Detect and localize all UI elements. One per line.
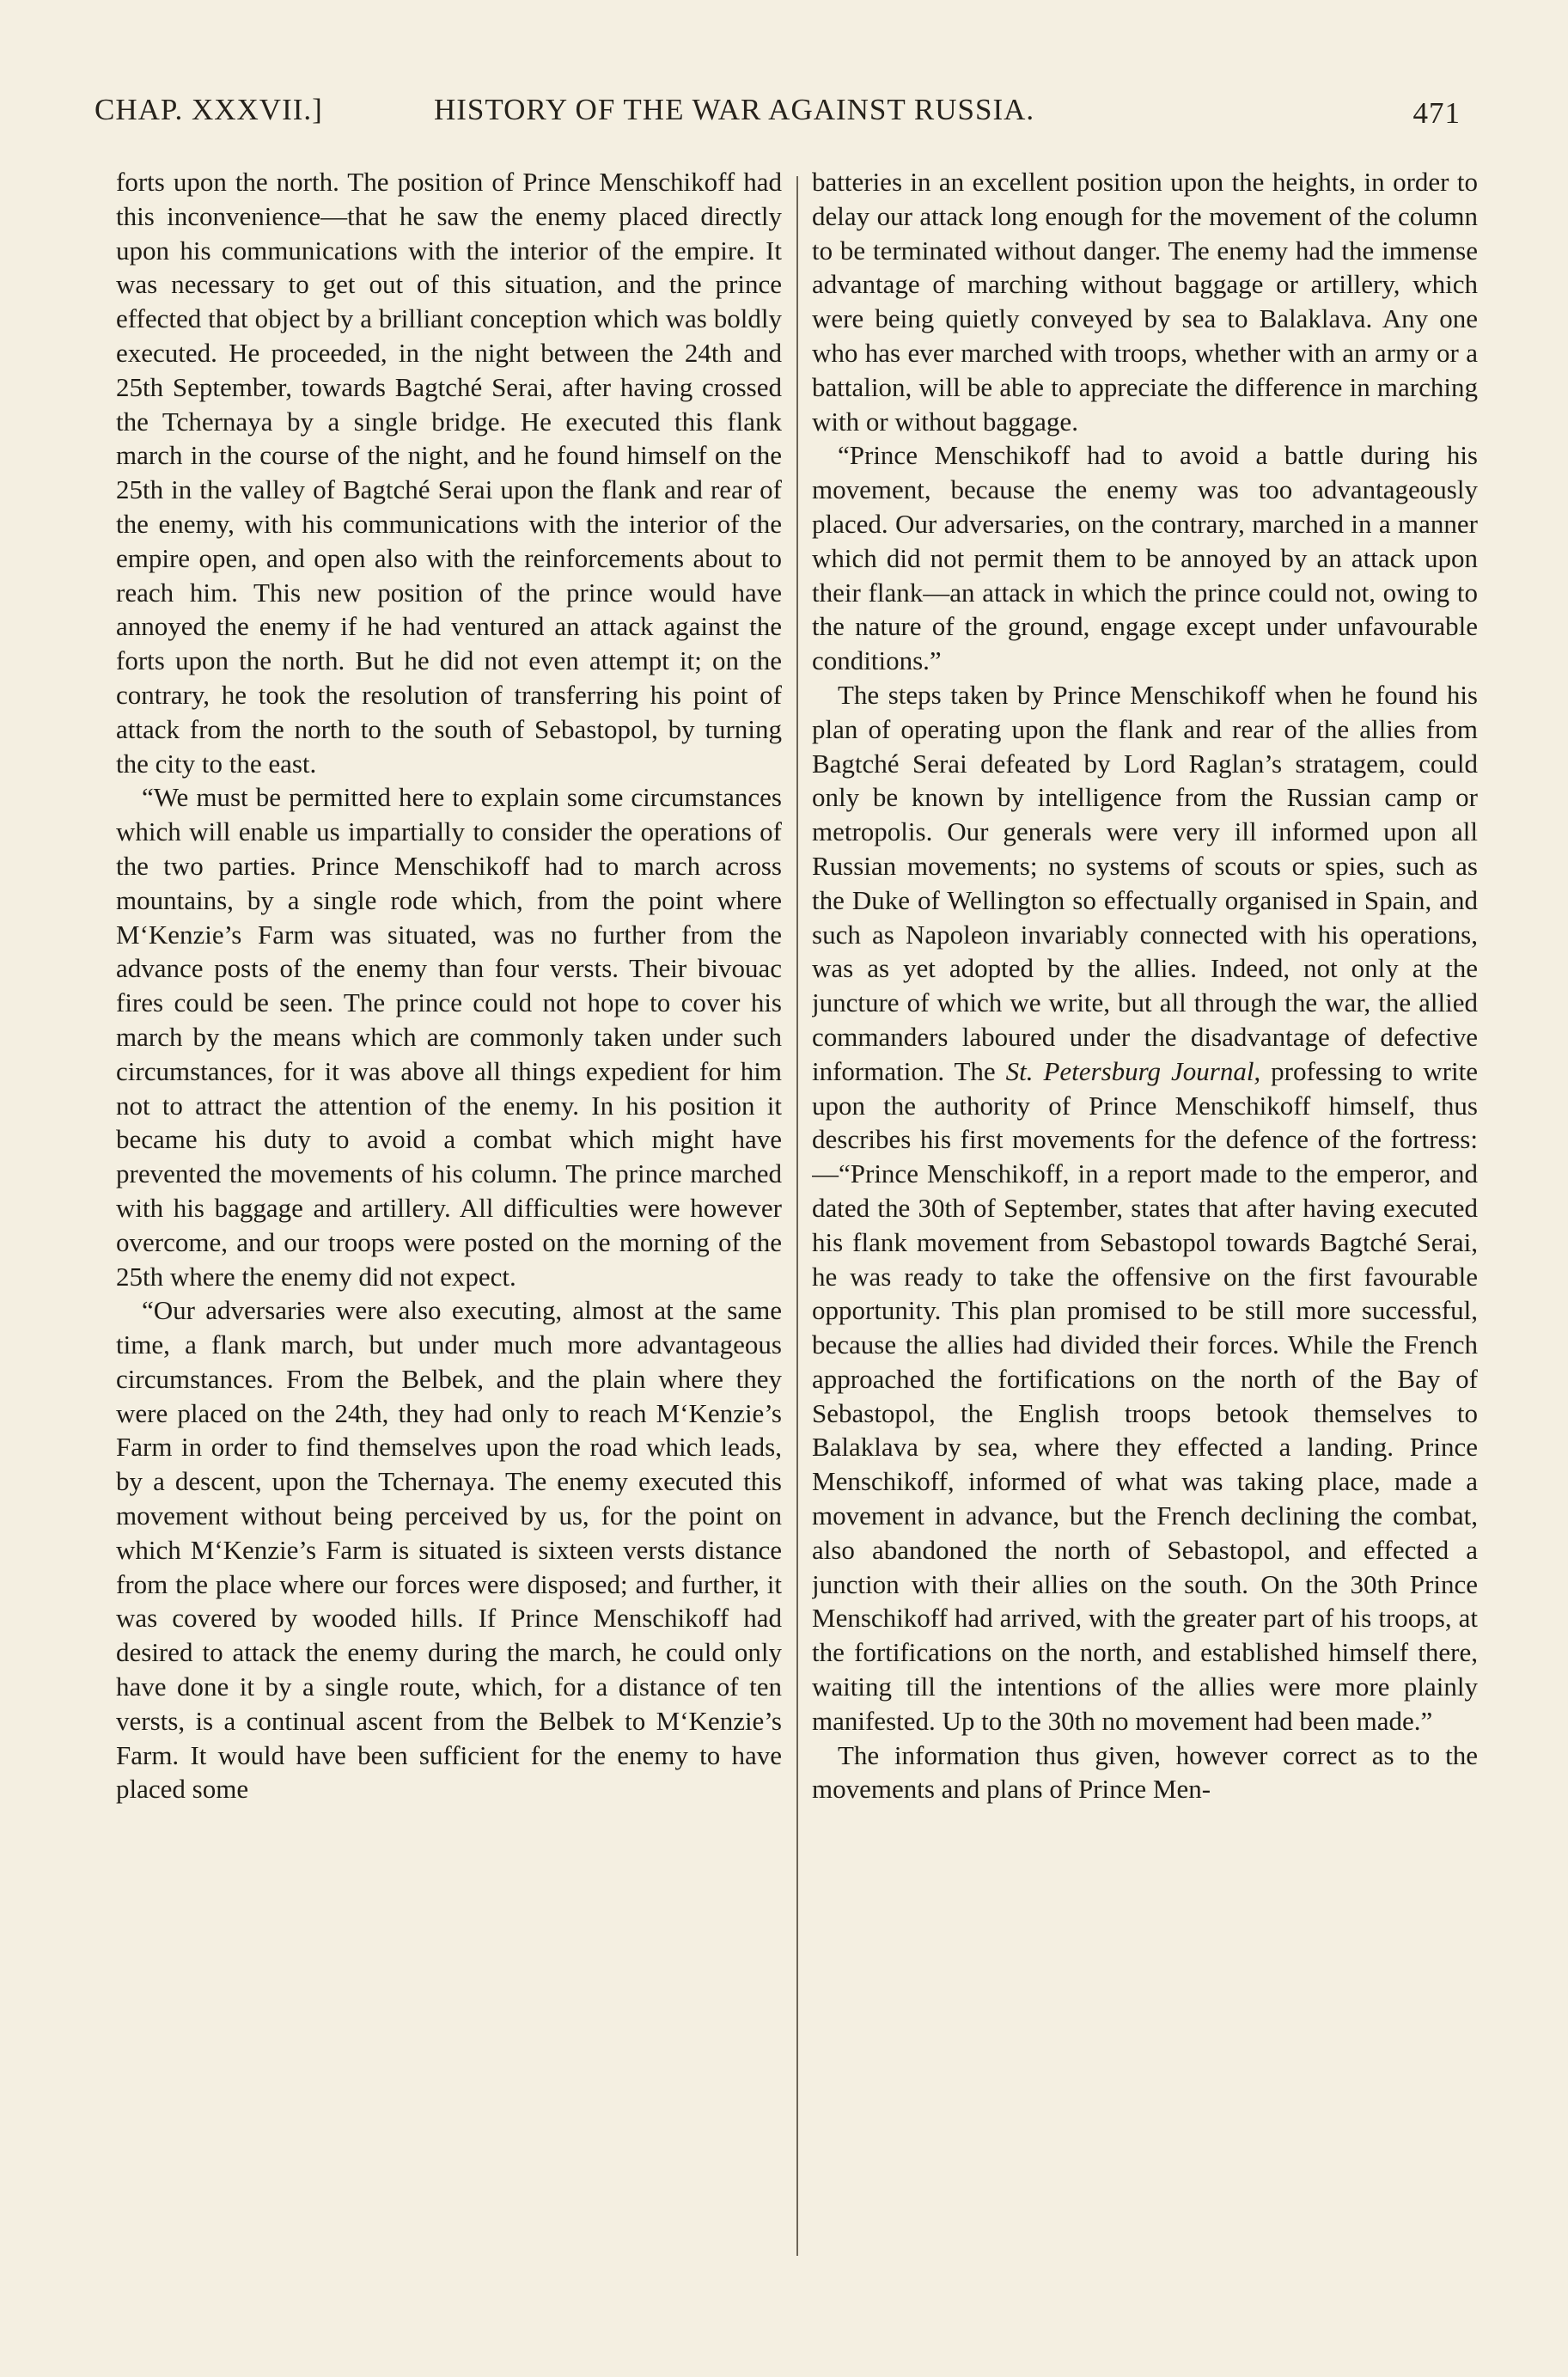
running-header xyxy=(95,86,1469,137)
column-divider xyxy=(796,176,798,2256)
paragraph xyxy=(812,678,1478,1738)
page-number: 471 xyxy=(1412,96,1461,130)
paragraph-text: The steps taken by Prince Menschikoff when he found his plan of operating upon the flank and rear of the allies from Bagtché Serai defeated by Lord Raglan’s stratagem, could only be known by intelligence from the Russian camp or metropolis. Our generals were very ill informed upon all Russian movements; no systems of scouts or spies, such as the Duke of Wellington so effectually organised in Spain, and such as Napoleon invariably connected with his operations, was as yet adopted by the allies. Indeed, not only at the juncture of which we write, but all through the war, the allied commanders laboured under the disadvantage of defective information. The xyxy=(812,679,1478,1086)
paragraph-text: professing to write upon the authority of Prince Menschikoff himself, thus describes his first movements for the defence of the fortress:—“Prince Menschikoff, in a report made to the emperor, and dated the 30th of September, states that after having executed his flank movement from Sebastopol towards Bagtché Serai, he was ready to take the offensive on the first favourable opportunity. This plan promised to be still more successful, because the allies had divided their forces. While the French approached the fortifications on the north of the Bay of Sebastopol, the English troops betook themselves to Balaklava by sea, where they effected a landing. Prince Menschikoff, informed of what was taking place, made a movement in advance, but the French declining the combat, also abandoned the north of Sebastopol, and effected a junction with their allies on the south. On the 30th Prince Menschikoff had arrived, with the greater part of his troops, at the fortifications on the north, and established himself there, waiting till the intentions of the allies were more plainly manifested. Up to the 30th no movement had been made.” xyxy=(812,1055,1478,1736)
paragraph: batteries in an excellent position upon the heights, in order to delay our attack long enough for the movement of the column to be terminated without danger. The enemy had the immense advantage of marching without baggage or artillery, which were being quietly conveyed by sea to Balaklava. Any one who has ever marched with troops, whether with an army or a battalion, will be able to appreciate the difference in marching with or without baggage. xyxy=(812,167,1478,437)
publication-title: St. Petersburg Journal, xyxy=(1005,1055,1261,1086)
chapter-label: CHAP. XXXVII.] xyxy=(95,93,323,126)
paragraph: “Prince Menschikoff had to avoid a battle during his movement, because the enemy was too advantageously placed. Our adversaries, on the contrary, marched in a manner which did not permit them to be annoyed by an attack upon their flank—an attack in which the prince could not, owing to the nature of the ground, engage except under unfavourable conditions.” xyxy=(812,440,1478,676)
running-title: HISTORY OF THE WAR AGAINST RUSSIA. xyxy=(434,93,1035,126)
paragraph: forts upon the north. The position of Prince Menschikoff had this inconvenience—that he saw the enemy placed directly upon his communications with the interior of the empire. It was necessary to get out of this situation, and the prince effected that object by a brilliant conception which was boldly executed. He proceeded, in the night between the 24th and 25th September, towards Bagtché Serai, after having crossed the Tchernaya by a single bridge. He executed this flank march in the course of the night, and he found himself on the 25th in the valley of Bagtché Serai upon the flank and rear of the enemy, with his communications with the interior of the empire open, and open also with the reinforcements about to reach him. This new position of the prince would have annoyed the enemy if he had ventured an attack against the forts upon the north. But he did not even attempt it; on the contrary, he took the resolution of transferring his point of attack from the north to the south of Sebastopol, by turning the city to the east. xyxy=(116,167,782,779)
paragraph: The information thus given, however correct as to the movements and plans of Prince Men- xyxy=(812,1739,1478,1805)
right-column xyxy=(812,165,1478,2245)
left-column xyxy=(116,165,782,2245)
paragraph: “We must be permitted here to explain some circumstances which will enable us impartially to consider the operations of the two parties. Prince Menschikoff had to march across mountains, by a single rode which, from the point where M‘Kenzie’s Farm was situated, was no further from the advance posts of the enemy than four versts. Their bivouac fires could be seen. The prince could not hope to cover his march by the means which are commonly taken under such circumstances, for it was above all things expedient for him not to attract the attention of the enemy. In his position it became his duty to avoid a combat which might have prevented the movements of his column. The prince marched with his baggage and artillery. All difficulties were however overcome, and our troops were posted on the morning of the 25th where the enemy did not expect. xyxy=(116,782,782,1292)
paragraph: “Our adversaries were also executing, almost at the same time, a flank march, but under much more advantageous circumstances. From the Belbek, and the plain where they were placed on the 24th, they had only to reach M‘Kenzie’s Farm in order to find themselves upon the road which leads, by a descent, upon the Tchernaya. The enemy executed this movement without being perceived by us, for the point on which M‘Kenzie’s Farm is situated is sixteen versts distance from the place where our forces were disposed; and further, it was covered by wooded hills. If Prince Menschikoff had desired to attack the enemy during the march, he could only have done it by a single route, which, for a distance of ten versts, is a continual ascent from the Belbek to M‘Kenzie’s Farm. It would have been sufficient for the enemy to have placed some xyxy=(116,1295,782,1805)
